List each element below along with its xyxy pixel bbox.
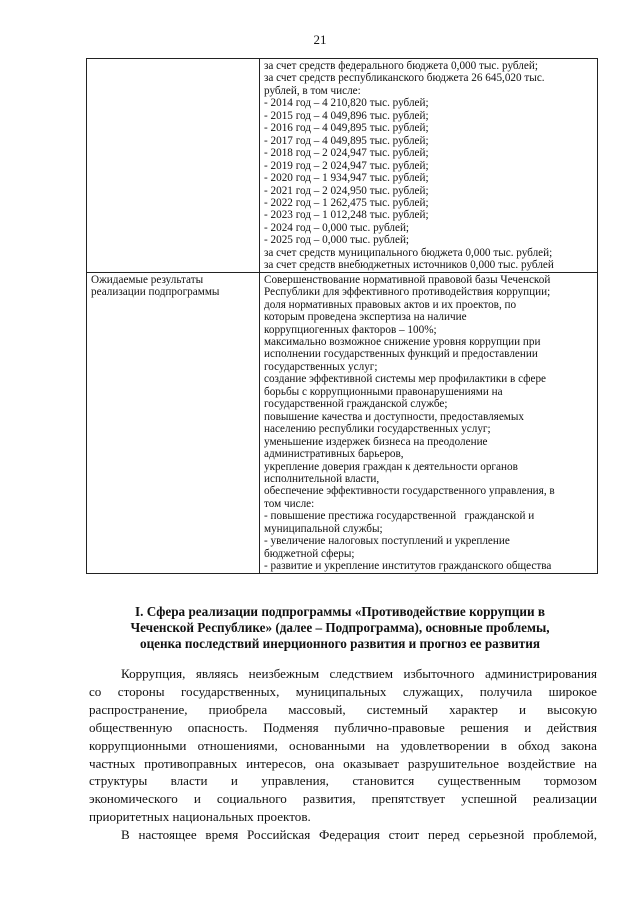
- table-line: - 2025 год – 0,000 тыс. рублей;: [264, 234, 410, 247]
- table-line: коррупциогенных факторов – 100%;: [264, 323, 437, 336]
- body-line: коррупционными отношениями, основанными на удовлетворении в обход закона: [89, 737, 597, 753]
- table-line: исполнительной власти,: [264, 472, 380, 485]
- section-heading-line: I. Сфера реализации подпрограммы «Противодействие коррупции в: [135, 604, 545, 619]
- table-line: государственной гражданской службе;: [264, 398, 448, 411]
- label-line: реализации подпрограммы: [91, 286, 220, 299]
- table-line: борьбы с коррупционными правонарушениями на: [264, 385, 503, 398]
- table-line: - 2021 год – 2 024,950 тыс. рублей;: [264, 184, 429, 197]
- table-line: исполнении государственных функций и предоставлении: [264, 348, 538, 361]
- table-line: - 2019 год – 2 024,947 тыс. рублей;: [264, 159, 429, 172]
- table-line: - повышение престижа государственной гражданской и: [264, 510, 535, 523]
- table-line: за счет средств республиканского бюджета 26 645,020 тыс.: [264, 72, 545, 85]
- body-line: экономического и социального развития, препятствует успешной реализации: [89, 791, 597, 807]
- section-heading-line: оценка последствий инерционного развития и прогноз ее развития: [139, 636, 540, 651]
- table-cell-label-empty: [87, 59, 260, 273]
- table-cell-label: [87, 272, 260, 573]
- table-line: - 2024 год – 0,000 тыс. рублей;: [264, 221, 410, 234]
- table-line: максимально возможное снижение уровня коррупции при: [264, 335, 541, 348]
- body-paragraphs: [89, 665, 597, 844]
- table-line: за счет средств федерального бюджета 0,000 тыс. рублей;: [264, 60, 538, 72]
- table-line: которым проведена экспертиза на наличие: [264, 311, 467, 324]
- body-line: структуры власти и управления, становится существенным тормозом: [89, 773, 597, 789]
- table-line: муниципальной службы;: [264, 522, 383, 535]
- table-line: населению республики государственных услуг;: [264, 423, 491, 436]
- table-line: за счет средств внебюджетных источников 0,000 тыс. рублей: [264, 259, 554, 272]
- table-line: - 2014 год – 4 210,820 тыс. рублей;: [264, 97, 429, 110]
- table-line: том числе:: [264, 497, 315, 510]
- table-line: Совершенствование нормативной правовой базы Чеченской: [264, 273, 551, 286]
- body-line: со стороны государственных, муниципальных служащих, получила широкое: [89, 683, 597, 699]
- table-line: бюджетной сферы;: [264, 547, 355, 560]
- table-line: обеспечение эффективности государственного управления, в: [264, 485, 555, 498]
- table-line: - 2022 год – 1 262,475 тыс. рублей;: [264, 196, 429, 209]
- table-line: Республики для эффективного противодействия коррупции;: [264, 286, 551, 299]
- body-line: частных противоправных интересов, она оказывает разрушительное воздействие на: [89, 755, 597, 771]
- table-line: - 2018 год – 2 024,947 тыс. рублей;: [264, 147, 429, 160]
- table-line: государственных услуг;: [264, 360, 378, 373]
- body-line: В настоящее время Российская Федерация стоит перед серьезной проблемой,: [121, 827, 597, 843]
- body-line: приоритетных национальных проектов.: [89, 809, 311, 825]
- table-line: - 2016 год – 4 049,895 тыс. рублей;: [264, 122, 429, 135]
- table-cell-funding: [260, 59, 598, 273]
- label-line: Ожидаемые результаты: [91, 273, 204, 286]
- table-line: - развитие и укрепление институтов гражданского общества: [264, 560, 552, 573]
- table-row-expected-results: [87, 272, 598, 573]
- table-line: - 2020 год – 1 934,947 тыс. рублей;: [264, 172, 429, 185]
- body-line: общественную опасность. Подменяя публично-правовые решения и действия: [89, 719, 597, 735]
- table-line: - 2017 год – 4 049,895 тыс. рублей;: [264, 134, 429, 147]
- table-line: - 2023 год – 1 012,248 тыс. рублей;: [264, 209, 429, 222]
- page-number: 21: [313, 32, 327, 47]
- table-line: рублей, в том числе:: [264, 84, 361, 97]
- section-heading-line: Чеченской Республике» (далее – Подпрограмма), основные проблемы,: [130, 620, 550, 635]
- body-line: Коррупция, являясь неизбежным следствием избыточного администрирования: [121, 666, 597, 681]
- table-line: уменьшение издержек бизнеса на преодоление: [264, 435, 488, 448]
- table-line: административных барьеров,: [264, 448, 404, 461]
- table-line: укрепление доверия граждан к деятельности органов: [264, 460, 518, 473]
- body-line: распространение, приобрела массовый, системный характер и высокую: [89, 701, 597, 717]
- table-line: - увеличение налоговых поступлений и укрепление: [264, 535, 510, 548]
- table-line: - 2015 год – 4 049,896 тыс. рублей;: [264, 109, 429, 122]
- table-line: повышение качества и доступности, предоставляемых: [264, 410, 524, 423]
- table-line: доля нормативных правовых актов и их проектов, по: [264, 298, 517, 311]
- table-line: создание эффективной системы мер профилактики в сфере: [264, 373, 547, 386]
- table-line: за счет средств муниципального бюджета 0,000 тыс. рублей;: [264, 246, 553, 259]
- table-cell-expected-results: [260, 272, 598, 573]
- table-row-funding: [87, 59, 598, 273]
- section-heading: [80, 604, 600, 652]
- subprogram-passport-table: [86, 58, 598, 574]
